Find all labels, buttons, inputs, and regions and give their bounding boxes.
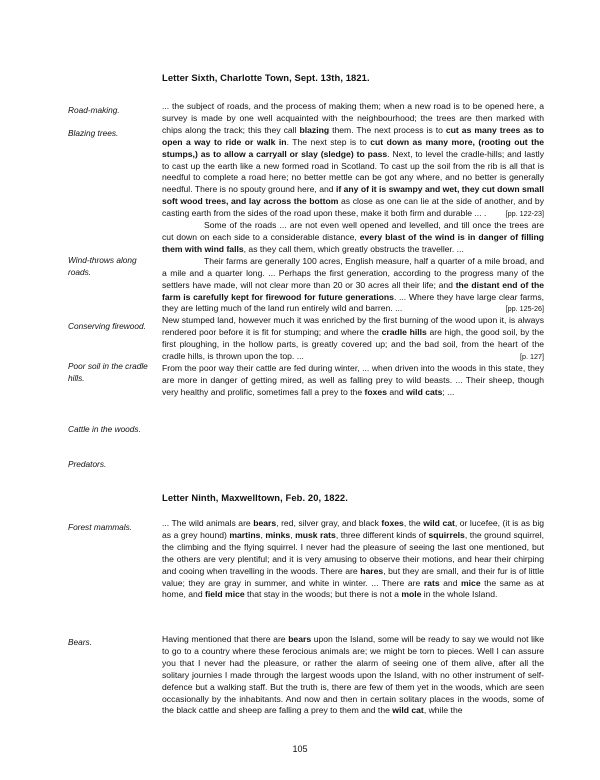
letter-ninth-text-1: [162, 518, 544, 601]
page-reference: [p. 127]: [520, 352, 544, 362]
page-reference: [pp. 122-23]: [505, 209, 544, 219]
paragraph-wild-animals: ... The wild animals are bears, red, silver gray, and black foxes, the wild cat, or lucefee, (it is as big as a grey hound) martins, minks, musk rats, three different kinds of squirrels, the ground squirrel, the climbing and the flying squirrel. I never had the pleasure of seeing the last one mentioned, but the others are very plentiful; and it is very amusing to observe their motions, and hear their chirping and cooing when travelling in the woods. There are hares, but they are small, and their fur is of little value; they are gray in summer, and white in winter. ... There are rats and mice the same as at home, and field mice that stay in the woods; but there is not a mole in the whole Island.: [162, 518, 545, 600]
margin-note-forest-mammals: Forest mammals.: [68, 522, 133, 532]
letter-ninth-heading: Letter Ninth, Maxwelltown, Feb. 20, 1822.: [162, 492, 348, 503]
letter-sixth-text: [162, 101, 544, 399]
margin-note-poor-soil: Poor soil in the cradle hills.: [68, 361, 148, 383]
paragraph-farms: Their farms are generally 100 acres, English measure, half a quarter of a mile broad, and a mile and a quarter long. ... Perhaps the first generation, according to the progress many of the settlers have made, will not clear more than 20 or 30 acres all their life; and the distant end of the farm is carefully kept for firewood for future generations. ... Where they have large clear farms, they are letting much of the land run entirely wild and barren. ... [pp. 125-26]: [162, 255, 544, 314]
letter-sixth-heading: Letter Sixth, Charlotte Town, Sept. 13th, 1821.: [162, 72, 370, 83]
margin-note-cattle-in-woods: Cattle in the woods.: [68, 424, 141, 434]
margin-note-road-making: Road-making.: [68, 105, 120, 115]
margin-note-conserving-firewood: Conserving firewood.: [68, 321, 146, 331]
page-number: 105: [292, 744, 308, 754]
paragraph-wind-falls: Some of the roads ... are not even well opened and levelled, and till once the trees are cut down on each side to a considerable distance, every blast of the wind is in danger of filling them with wind falls, as they call them, which greatly obstructs the traveller. ...: [162, 220, 544, 254]
margin-note-blazing-trees: Blazing trees.: [68, 128, 119, 138]
letter-ninth-text-2: [162, 634, 544, 717]
paragraph-bears: Having mentioned that there are bears upon the Island, some will be ready to say we would not like to go to a country where these ferocious animals are; we might be torn to pieces. Well I can assure you that I never had the pleasure, or rather the alarm of seeing one of them alive, after all the solitary journies I made through the largest woods upon the Island, with no other instrument of self-defence but a walking staff. But the truth is, there are few of them yet in the woods, which are seen occasionally by the inhabitants. And now and then in certain solitary places in the woods, some of the black cattle and sheep are falling a prey to them and the wild cat, while the: [162, 634, 545, 716]
paragraph-cattle: From the poor way their cattle are fed during winter, ... when driven into the woods in this state, they are more in danger of getting mired, as well as falling prey to wild beasts. ... Their sheep, though very healthy and prolific, sometimes fall a prey to the foxes and wild cats; ...: [162, 362, 544, 397]
margin-note-wind-throws: Wind-throws along roads.: [68, 255, 137, 277]
paragraph-roads: ... the subject of roads, and the process of making them; when a new road is to be opened here, a survey is made by one well acquainted with the neighbourhood; the trees are then marked with chips along the track; this they call blazing them. The next process is to cut as many trees as to open a way to ride or walk in. The next step is to cut down as many more, (rooting out the stumps,) as to allow a carryall or slay (sledge) to pass. Next, to level the cradle-hills; and lastly to cast up the earth like a new formed road in Scotland. To cast up the soil from the rib is all that is needful to complete a road here; no better mettle can be got any where, and no better is generally needful. There is no spouty ground here, and if any of it is swampy and wet, they cut down small soft wood trees, and lay across the bottom as close as one can lie at the side of another, and by casting earth from the sides of the road upon these, make it both firm and durable ... . [pp. 122-23]: [162, 101, 544, 219]
margin-note-predators: Predators.: [68, 459, 107, 469]
paragraph-stumped-land: New stumped land, however much it was enriched by the first burning of the wood upon it, is always rendered poor before it is fit for stumping; and where the cradle hills are high, the good soil, by the first ploughing, in the hollow parts, is greatly covered up; and the bad soil, from the heart of the cradle hills, is thrown upon the top. ... [p. 127]: [162, 315, 544, 362]
page-reference: [pp. 125-26]: [505, 304, 544, 314]
margin-note-bears: Bears.: [68, 637, 92, 647]
